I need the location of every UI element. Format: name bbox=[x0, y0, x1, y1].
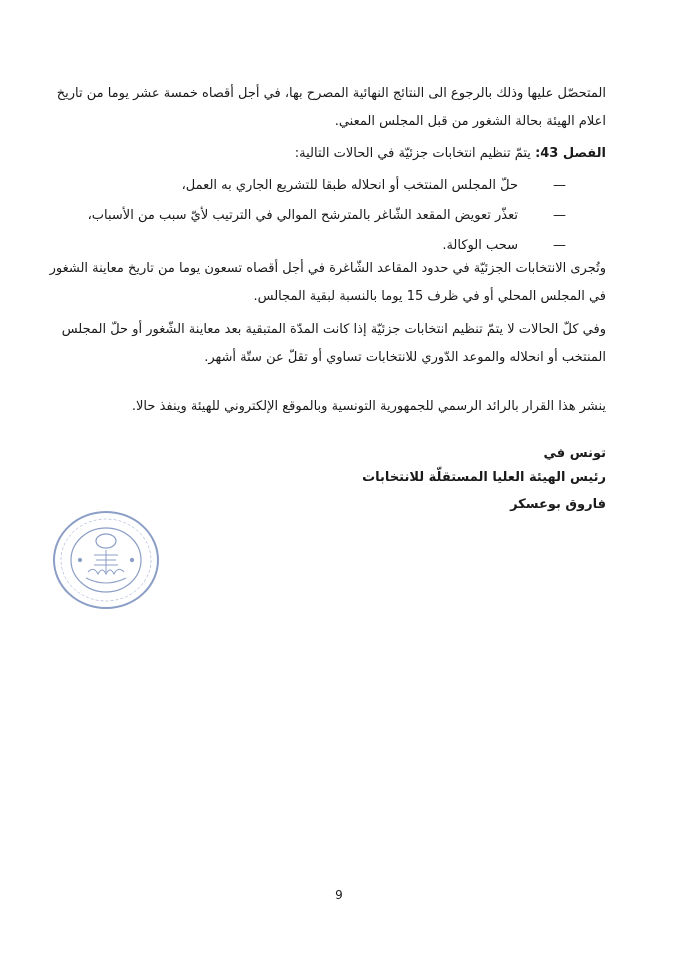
list-item-text: تعذّر تعويض المقعد الشّاغر بالمترشح الموالي في الترتيب لأيّ سبب من الأسباب، bbox=[87, 208, 518, 223]
paragraph-3-line-2: في المجلس المحلي أو في ظرف 15 يوما بالنسبة لبقية المجالس. bbox=[253, 289, 606, 304]
dash-marker: — bbox=[553, 178, 566, 193]
signatory-name: فاروق بوعسكر bbox=[510, 497, 606, 512]
paragraph-1-line-1: المتحصّل عليها وذلك بالرجوع الى النتائج النهائية المصرح بها، في أجل أقصاه خمسة عشر يوما من تاريخ bbox=[56, 86, 606, 101]
list-item-text: سحب الوكالة. bbox=[442, 238, 518, 253]
list-item bbox=[88, 201, 566, 231]
article-items-list bbox=[88, 171, 566, 261]
official-seal-stamp bbox=[50, 508, 162, 612]
list-item bbox=[88, 171, 566, 201]
paragraph-4-line-1: وفي كلّ الحالات لا يتمّ تنظيم انتخابات جزئيّة إذا كانت المدّة المتبقية بعد معاينة الشّغور أو حلّ المجلس bbox=[61, 322, 606, 337]
paragraph-4-line-2: المنتخب أو انحلاله والموعد الدّوري للانتخابات تساوي أو تقلّ عن ستّة أشهر. bbox=[204, 350, 606, 365]
dash-marker: — bbox=[553, 208, 566, 223]
article-intro: يتمّ تنظيم انتخابات جزئيّة في الحالات التالية: bbox=[294, 146, 531, 161]
paragraph-1-line-2: اعلام الهيئة بحالة الشغور من قبل المجلس المعني. bbox=[334, 114, 606, 129]
dash-marker: — bbox=[553, 238, 566, 253]
paragraph-3-line-1: وتُجرى الانتخابات الجزئيّة في حدود المقاعد الشّاغرة في أجل أقصاه تسعون يوما من تاريخ معاينة الشغور bbox=[49, 261, 606, 276]
paragraph-3 bbox=[49, 255, 606, 311]
signatory-title: رئيس الهيئة العليا المستقلّة للانتخابات bbox=[362, 470, 606, 485]
paragraph-5 bbox=[72, 393, 606, 421]
article-label: الفصل 43: bbox=[535, 146, 606, 161]
paragraph-1 bbox=[56, 80, 606, 136]
paragraph-5-text: ينشر هذا القرار بالرائد الرسمي للجمهورية التونسية وبالموقع الإلكتروني للهيئة وينفذ حالا. bbox=[131, 399, 606, 414]
paragraph-4 bbox=[61, 316, 606, 372]
list-item-text: حلّ المجلس المنتخب أو انحلاله طبقا للتشريع الجاري به العمل، bbox=[181, 178, 518, 193]
place-date: تونس في bbox=[543, 446, 606, 461]
page-number: 9 bbox=[335, 888, 343, 902]
article-43 bbox=[72, 140, 606, 168]
